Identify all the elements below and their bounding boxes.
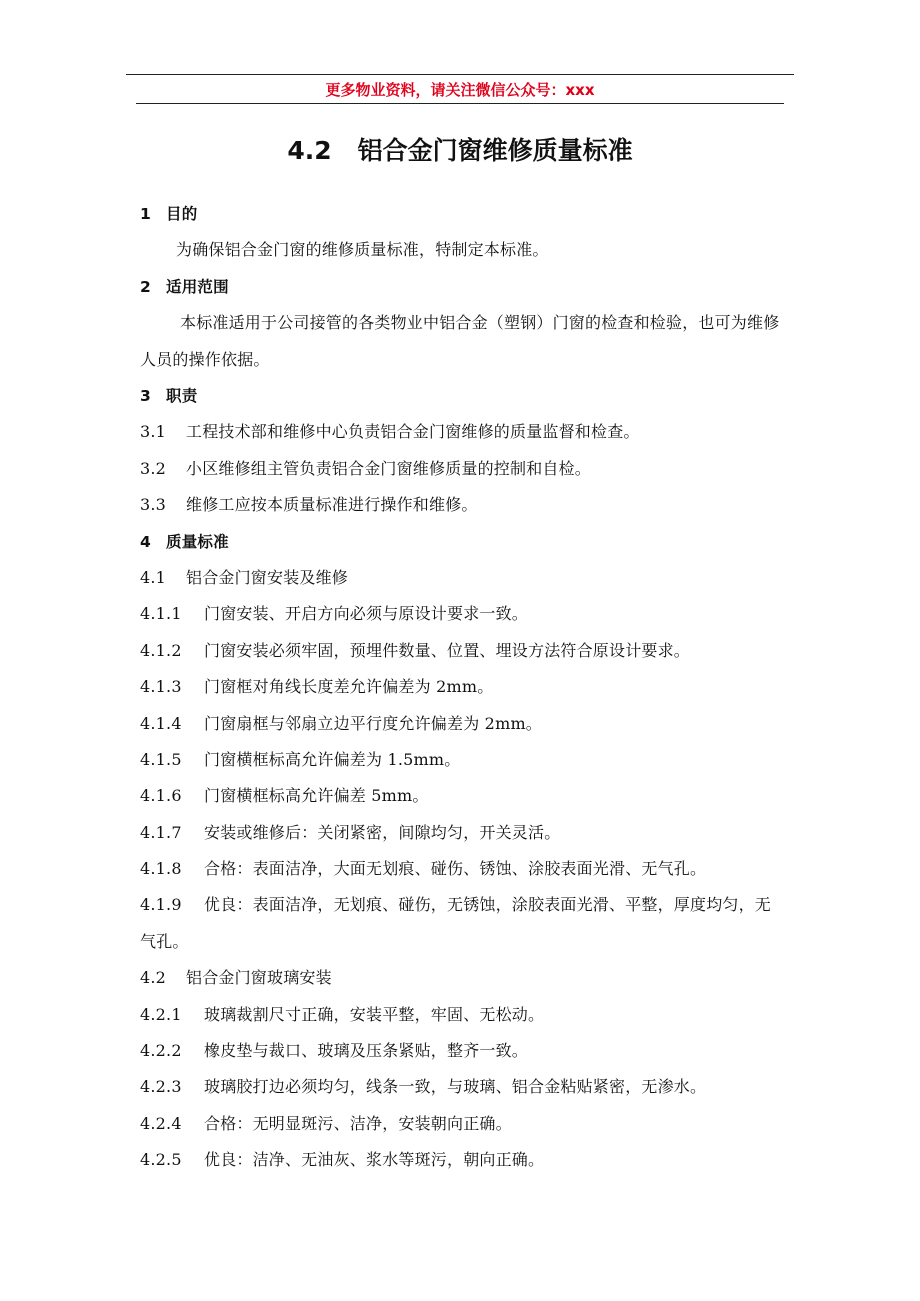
list-item [140, 669, 780, 705]
item-number: 4.1.8 [140, 859, 182, 879]
item-number: 4.1.5 [140, 749, 182, 769]
subsection-title: 铝合金门窗玻璃安装 [186, 968, 332, 988]
section-number: 3 [140, 386, 151, 405]
item-text: 橡皮垫与裁口、玻璃及压条紧贴，整齐一致。 [204, 1041, 529, 1061]
header-note: 更多物业资料，请关注微信公众号：xxx [325, 81, 595, 99]
item-text: 优良：表面洁净，无划痕、碰伤，无锈蚀，涂胶表面光滑、平整，厚度均匀，无气孔。 [140, 895, 772, 951]
item-number: 4.2.3 [140, 1077, 182, 1097]
section-number: 1 [140, 205, 151, 223]
list-item [140, 997, 780, 1033]
list-item [140, 815, 780, 851]
item-number: 4.1.1 [140, 604, 182, 624]
page-title [0, 134, 920, 168]
item-text: 门窗安装、开启方向必须与原设计要求一致。 [204, 604, 529, 624]
item-text: 玻璃胶打边必须均匀，线条一致，与玻璃、铝合金粘贴紧密，无渗水。 [204, 1077, 707, 1097]
item-number: 4.1.4 [140, 713, 182, 733]
subsection-number: 4.1 [140, 567, 167, 587]
section-heading [140, 524, 780, 560]
item-text: 合格：表面洁净，大面无划痕、碰伤、锈蚀、涂胶表面光滑、无气孔。 [204, 859, 707, 879]
list-item [140, 1106, 780, 1142]
item-number: 4.1.6 [140, 786, 182, 806]
section-heading [140, 378, 780, 414]
section-title: 目的 [166, 205, 198, 223]
list-item [140, 851, 780, 887]
list-item [140, 451, 780, 487]
title-text: 铝合金门窗维修质量标准 [357, 136, 633, 165]
subsection-title: 铝合金门窗安装及维修 [186, 567, 349, 587]
section-title: 质量标准 [166, 532, 229, 551]
list-item [140, 596, 780, 632]
item-text: 小区维修组主管负责铝合金门窗维修质量的控制和自检。 [186, 458, 592, 478]
section-title: 职责 [166, 386, 198, 405]
item-number: 3.1 [140, 422, 167, 442]
item-text: 门窗安装必须牢固，预埋件数量、位置、埋设方法符合原设计要求。 [204, 640, 691, 660]
item-number: 3.3 [140, 495, 167, 515]
list-item [140, 633, 780, 669]
list-item [140, 742, 780, 778]
item-text: 玻璃裁割尺寸正确，安装平整，牢固、无松动。 [204, 1004, 545, 1024]
item-number: 4.2.4 [140, 1113, 182, 1133]
title-number: 4.2 [287, 136, 332, 165]
section-paragraph: 为确保铝合金门窗的维修质量标准，特制定本标准。 [176, 240, 549, 260]
item-number: 4.1.3 [140, 677, 182, 697]
item-text: 工程技术部和维修中心负责铝合金门窗维修的质量监督和检查。 [186, 422, 640, 442]
item-text: 门窗框对角线长度差允许偏差为 2mm。 [204, 677, 494, 697]
item-text: 门窗横框标高允许偏差为 1.5mm。 [204, 749, 461, 769]
subsection-heading [140, 560, 780, 596]
header-rule-top [126, 74, 794, 75]
item-number: 4.1.9 [140, 895, 182, 915]
section-paragraph: 本标准适用于公司接管的各类物业中铝合金（塑钢）门窗的检查和检验，也可为维修人员的操作依据。 [140, 313, 780, 369]
list-item [140, 1033, 780, 1069]
list-item [140, 778, 780, 814]
item-number: 3.2 [140, 458, 167, 478]
section-title: 适用范围 [166, 277, 229, 296]
item-text: 安装或维修后：关闭紧密，间隙均匀，开关灵活。 [204, 822, 561, 842]
section-heading [140, 196, 780, 232]
section-number: 2 [140, 277, 151, 296]
item-text: 门窗扇框与邻扇立边平行度允许偏差为 2mm。 [204, 713, 543, 733]
list-item [140, 1069, 780, 1105]
item-text: 门窗横框标高允许偏差 5mm。 [204, 786, 429, 806]
document-body [140, 196, 780, 1179]
section-number: 4 [140, 532, 151, 551]
subsection-number: 4.2 [140, 968, 167, 988]
item-number: 4.1.2 [140, 640, 182, 660]
list-item [140, 487, 780, 523]
subsection-heading [140, 960, 780, 996]
header-rule-bottom [136, 103, 784, 104]
section-heading [140, 269, 780, 305]
item-text: 合格：无明显斑污、洁净，安装朝向正确。 [204, 1113, 512, 1133]
item-number: 4.2.2 [140, 1041, 182, 1061]
list-item [140, 414, 780, 450]
list-item [140, 887, 780, 960]
item-text: 优良：洁净、无油灰、浆水等斑污，朝向正确。 [204, 1150, 545, 1170]
list-item [140, 706, 780, 742]
item-number: 4.1.7 [140, 822, 182, 842]
item-number: 4.2.5 [140, 1150, 182, 1170]
item-number: 4.2.1 [140, 1004, 182, 1024]
item-text: 维修工应按本质量标准进行操作和维修。 [186, 495, 478, 515]
list-item [140, 1142, 780, 1178]
